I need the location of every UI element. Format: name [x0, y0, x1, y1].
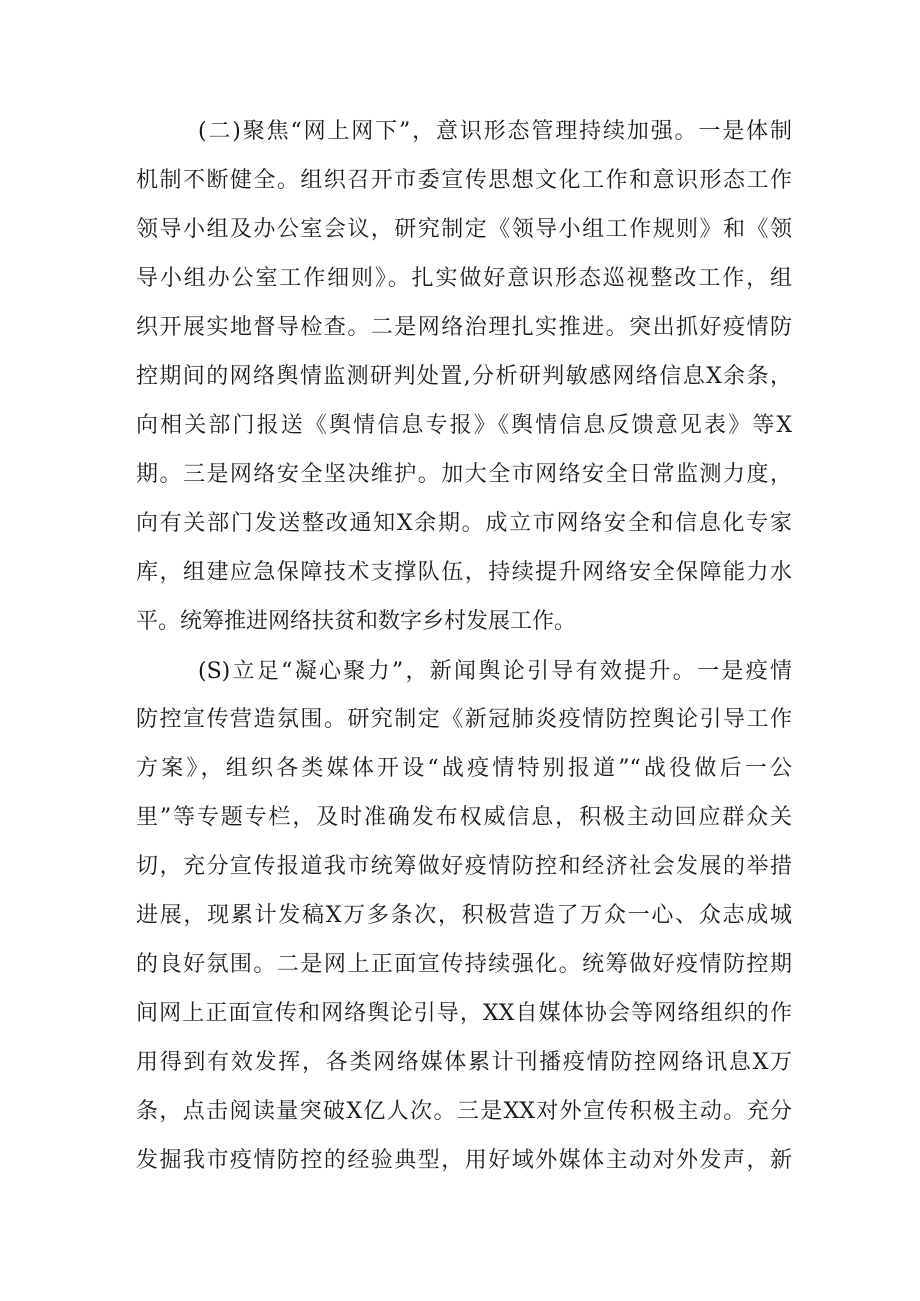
paragraph-line: 发掘我市疫情防控的经验典型，用好域外媒体主动对外发声，新: [136, 1148, 792, 1173]
paragraph-line: 防控宣传营造氛围。研究制定《新冠肺炎疫情防控舆论引导工作: [136, 707, 792, 732]
paragraph-line: 控期间的网络舆情监测研判处置,分析研判敏感网络信息X余条，: [136, 364, 792, 389]
paragraph-line: 平。统筹推进网络扶贫和数字乡村发展工作。: [136, 609, 577, 634]
paragraph-line: 条，点击阅读量突破X亿人次。三是XX对外宣传积极主动。充分: [136, 1099, 792, 1124]
paragraph-line: 期。三是网络安全坚决维护。加大全市网络安全日常监测力度，: [136, 462, 792, 487]
paragraph-line: 机制不断健全。组织召开市委宣传思想文化工作和意识形态工作: [136, 168, 792, 193]
paragraph-line: (S)立足“凝心聚力”，新闻舆论引导有效提升。一是疫情: [198, 659, 792, 684]
paragraph-line: 织开展实地督导检查。二是网络治理扎实推进。突出抓好疫情防: [136, 315, 792, 340]
paragraph-line: (二)聚焦“网上网下”，意识形态管理持续加强。一是体制: [198, 119, 792, 144]
paragraph-line: 切，充分宣传报道我市统筹做好疫情防控和经济社会发展的举措: [136, 854, 792, 879]
paragraph-line: 进展，现累计发稿X万多条次，积极营造了万众一心、众志成城: [136, 903, 792, 928]
paragraph-line: 向相关部门报送《舆情信息专报》《舆情信息反馈意见表》等X: [136, 413, 792, 438]
paragraph-line: 的良好氛围。二是网上正面宣传持续强化。统筹做好疫情防控期: [136, 952, 792, 977]
paragraph-line: 领导小组及办公室会议，研究制定《领导小组工作规则》和《领: [136, 217, 792, 242]
paragraph-line: 间网上正面宣传和网络舆论引导，XX自媒体协会等网络组织的作: [136, 1001, 792, 1026]
paragraph-line: 方案》，组织各类媒体开设“战疫情特别报道”“战役做后一公: [136, 756, 792, 781]
paragraph-line: 库，组建应急保障技术支撑队伍，持续提升网络安全保障能力水: [136, 560, 792, 585]
paragraph-line: 导小组办公室工作细则》。扎实做好意识形态巡视整改工作，组: [136, 266, 792, 291]
paragraph-line: 里”等专题专栏，及时准确发布权威信息，积极主动回应群众关: [136, 805, 792, 830]
paragraph-line: 用得到有效发挥，各类网络媒体累计刊播疫情防控网络讯息X万: [136, 1050, 792, 1075]
paragraph-line: 向有关部门发送整改通知X余期。成立市网络安全和信息化专家: [136, 511, 792, 536]
